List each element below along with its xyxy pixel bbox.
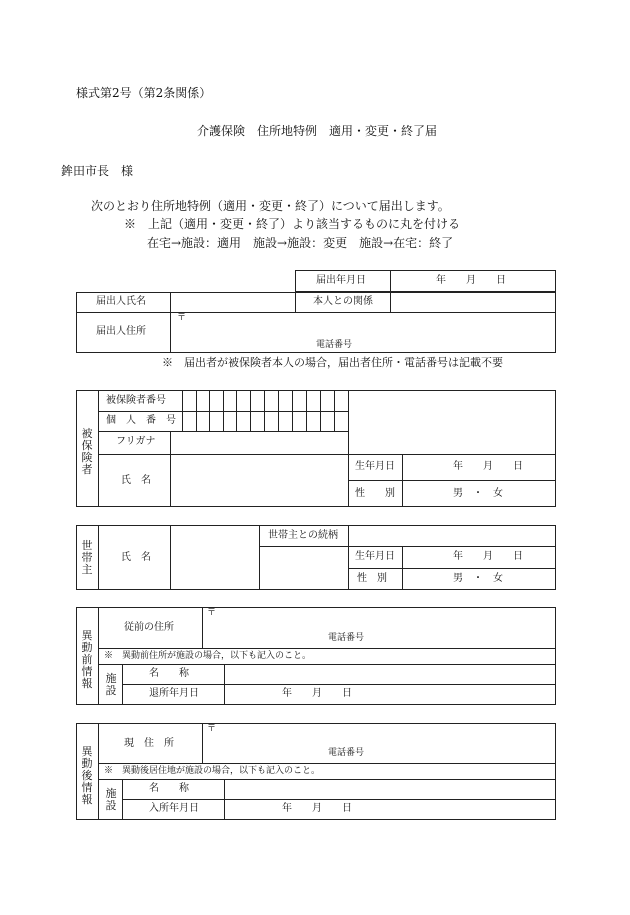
furigana-label: フリガナ <box>116 436 156 447</box>
before-address-label: 従前の住所 <box>124 622 174 633</box>
before-facility-label: 施設 <box>105 672 117 697</box>
intro-note: ※ 上記（適用・変更・終了）より該当するものに丸を付ける <box>124 217 461 231</box>
before-facility-name-field[interactable] <box>225 665 555 683</box>
householder-sex-value[interactable]: 男 ・ 女 <box>453 573 503 584</box>
after-note: ※ 異動後居住地が施設の場合，以下も記入のこと。 <box>104 766 321 776</box>
insured-number-field[interactable] <box>183 391 347 410</box>
after-address-field[interactable] <box>203 736 555 748</box>
before-postal-mark: 〒 <box>207 608 217 618</box>
before-date-label: 退所年月日 <box>149 688 199 699</box>
applicant-relation-label: 本人との関係 <box>313 296 373 307</box>
insured-name-label: 氏 名 <box>121 475 151 486</box>
after-phone-label: 電話番号 <box>328 748 365 758</box>
applicant-name-field[interactable] <box>172 294 294 310</box>
form-number: 様式第2号（第2条関係） <box>76 86 212 100</box>
applicant-address-label: 届出人住所 <box>96 326 146 337</box>
insured-birth-value: 年 月 日 <box>453 461 523 472</box>
form-title: 介護保険 住所地特例 適用・変更・終了届 <box>197 124 438 138</box>
insured-name-field[interactable] <box>171 455 347 506</box>
householder-birth-label: 生年月日 <box>355 551 395 562</box>
personal-number-label: 個 人 番 号 <box>106 415 176 426</box>
applicant-relation-field[interactable] <box>392 294 554 310</box>
householder-name-field[interactable] <box>171 526 258 589</box>
householder-name-label: 氏 名 <box>121 552 151 563</box>
after-facility-name-label: 名 称 <box>149 783 189 794</box>
after-postal-mark: 〒 <box>207 724 217 734</box>
insured-sex-value[interactable]: 男 ・ 女 <box>453 488 503 499</box>
insured-sex-label: 性 別 <box>355 488 395 499</box>
before-address-field[interactable] <box>203 620 555 632</box>
insured-section-label: 被保険者 <box>81 427 93 476</box>
householder-sex-label: 性 別 <box>357 573 387 584</box>
householder-section-label: 世帯主 <box>81 539 93 576</box>
after-address-label: 現 住 所 <box>124 738 174 749</box>
after-date-value: 年 月 日 <box>282 803 352 814</box>
applicant-postal-mark: 〒 <box>177 313 187 323</box>
applicant-note: ※ 届出者が被保険者本人の場合，届出者住所・電話番号は記載不要 <box>162 356 503 369</box>
intro-cases: 在宅→施設：適用 施設→施設：変更 施設→在宅：終了 <box>147 236 454 250</box>
before-phone-label: 電話番号 <box>328 633 365 643</box>
applicant-address-field[interactable] <box>172 325 554 339</box>
after-facility-name-field[interactable] <box>225 780 555 798</box>
personal-number-field[interactable] <box>183 412 347 430</box>
householder-relation-label: 世帯主との続柄 <box>268 530 338 541</box>
insured-number-label: 被保険者番号 <box>106 395 166 406</box>
after-facility-label: 施設 <box>105 787 117 812</box>
after-section-label: 異動後情報 <box>81 745 93 806</box>
applicant-phone-label: 電話番号 <box>316 340 353 350</box>
applicant-name-label: 届出人氏名 <box>96 296 146 307</box>
furigana-field[interactable] <box>171 432 347 453</box>
after-date-label: 入所年月日 <box>149 803 199 814</box>
before-note: ※ 異動前住所が施設の場合，以下も記入のこと。 <box>104 651 312 661</box>
intro-line-1: 次のとおり住所地特例（適用・変更・終了）について届出します。 <box>91 199 450 213</box>
householder-relation-field[interactable] <box>260 547 347 589</box>
before-date-value: 年 月 日 <box>282 688 352 699</box>
applicant-date-value: 年 月 日 <box>436 275 506 286</box>
before-facility-name-label: 名 称 <box>149 668 189 679</box>
addressee: 鉾田市長 様 <box>61 164 134 178</box>
insured-birth-label: 生年月日 <box>355 461 395 472</box>
before-section-label: 異動前情報 <box>81 629 93 690</box>
applicant-date-label: 届出年月日 <box>316 275 366 286</box>
householder-birth-value: 年 月 日 <box>453 551 523 562</box>
